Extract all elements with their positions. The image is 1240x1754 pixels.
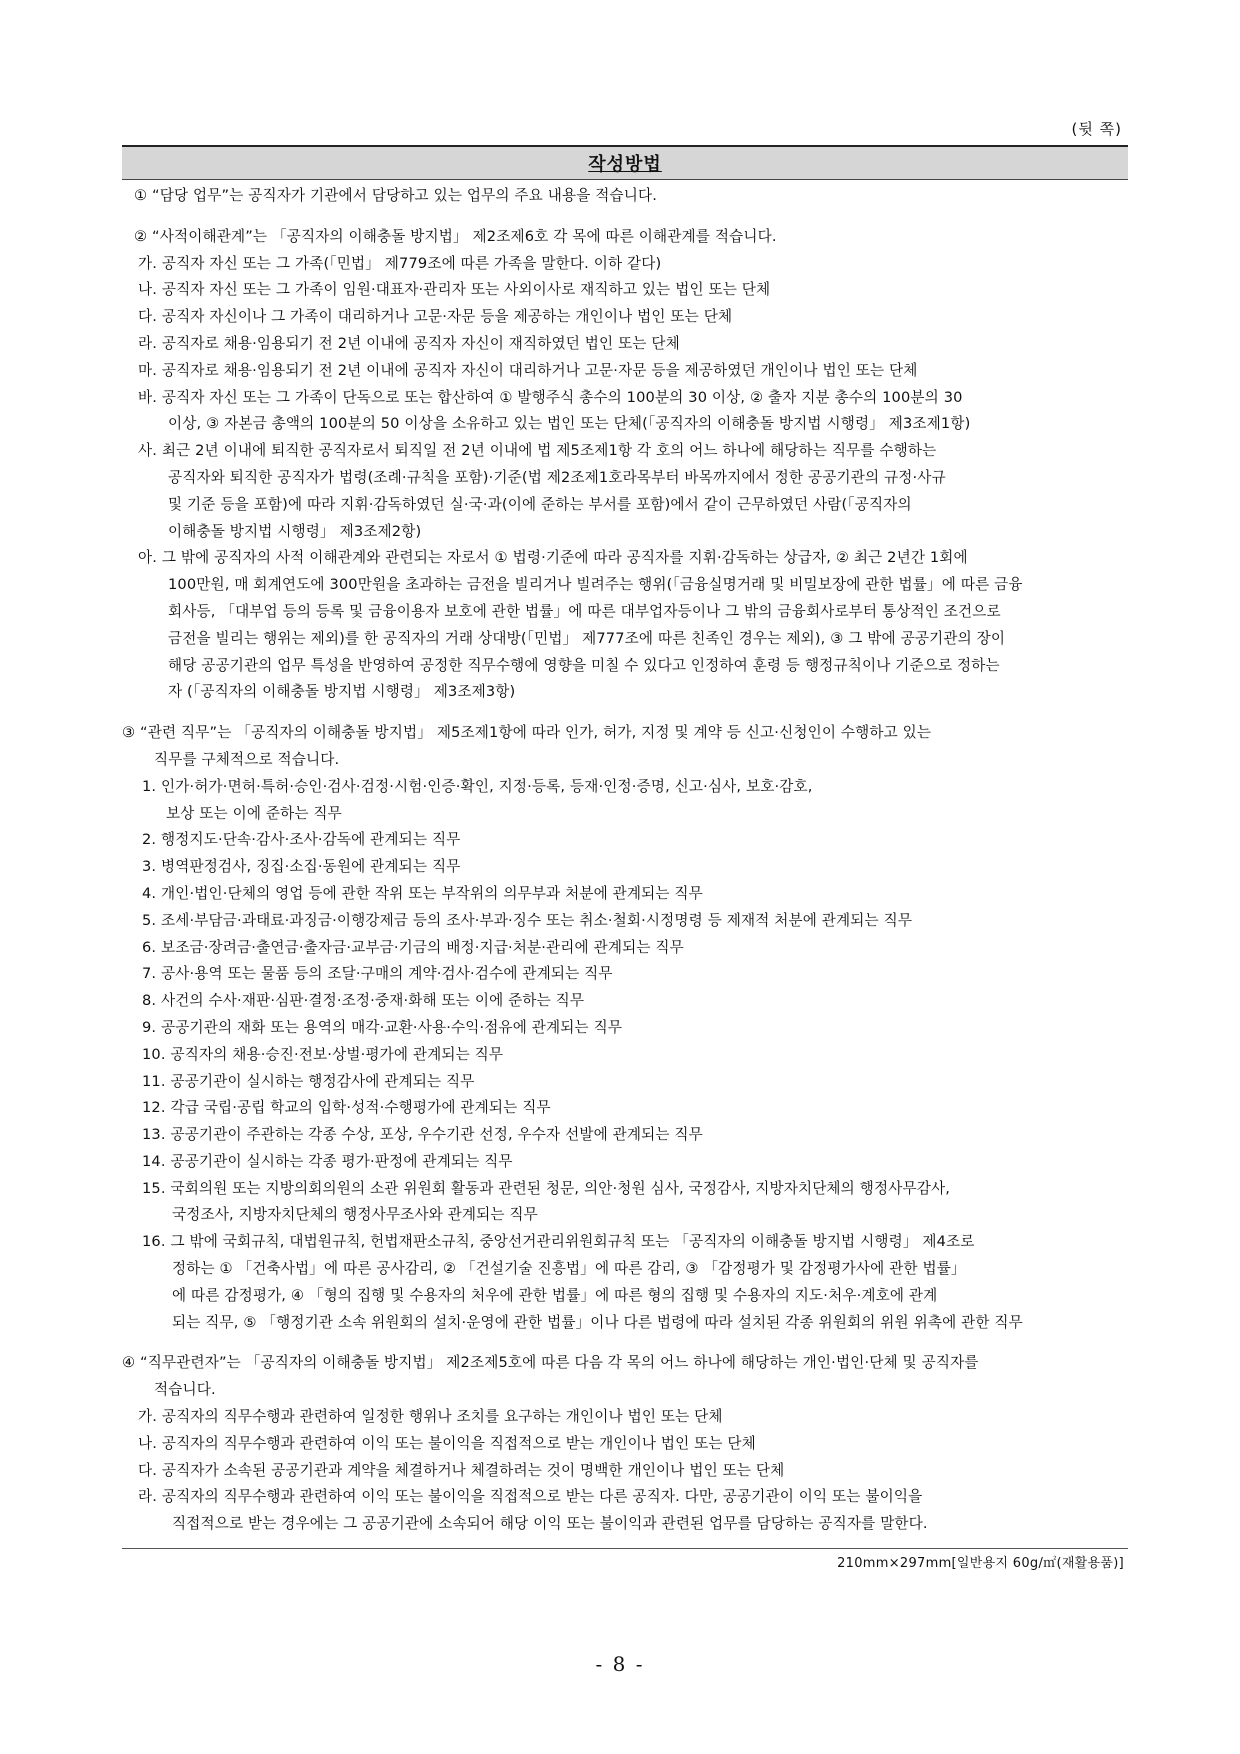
footer-divider: [122, 1548, 1128, 1549]
instruction-line: 사. 최근 2년 이내에 퇴직한 공직자로서 퇴직일 전 2년 이내에 법 제5조제1항 각 호의 어느 하나에 해당하는 직무를 수행하는: [138, 442, 937, 460]
instruction-line: 금전을 빌리는 행위는 제외)를 한 공직자의 거래 상대방(「민법」 제777조에 따른 친족인 경우는 제외), ③ 그 밖에 공공기관의 장이: [168, 629, 1006, 647]
instruction-line: 마. 공직자로 채용·임용되기 전 2년 이내에 공직자 자신이 대리하거나 고문·자문 등을 제공하였던 개인이나 법인 또는 단체: [138, 361, 918, 379]
instruction-line: 14. 공공기관이 실시하는 각종 평가·판정에 관계되는 직무: [142, 1152, 513, 1170]
instruction-line: 나. 공직자 자신 또는 그 가족이 임원·대표자·관리자 또는 사외이사로 재직하고 있는 법인 또는 단체: [138, 281, 771, 299]
instruction-section: [122, 224, 1128, 706]
instruction-line: 국정조사, 지방자치단체의 행정사무조사와 관계되는 직무: [172, 1206, 538, 1224]
instruction-line: 회사등, 「대부업 등의 등록 및 금융이용자 보호에 관한 법률」에 따른 대부업자등이나 그 밖의 금융회사로부터 통상적인 조건으로: [168, 602, 1001, 620]
instruction-section: [122, 720, 1128, 1336]
instruction-line: 가. 공직자의 직무수행과 관련하여 일정한 행위나 조치를 요구하는 개인이나 법인 또는 단체: [138, 1408, 723, 1426]
instruction-line: 공직자와 퇴직한 공직자가 법령(조례·규칙을 포함)·기준(법 제2조제1호라목부터 바목까지에서 정한 공공기관의 규정·사규: [168, 468, 946, 486]
instruction-line: 6. 보조금·장려금·출연금·출자금·교부금·기금의 배정·지급·처분·관리에 관계되는 직무: [142, 938, 684, 956]
instruction-line: 에 따른 감정평가, ④ 「형의 집행 및 수용자의 처우에 관한 법률」에 따른 형의 집행 및 수용자의 지도·처우·계호에 관계: [172, 1286, 938, 1304]
section-gap: [122, 1336, 1128, 1350]
instruction-line: 다. 공직자 자신이나 그 가족이 대리하거나 고문·자문 등을 제공하는 개인이나 법인 또는 단체: [138, 308, 733, 326]
instruction-line: 10. 공직자의 채용·승진·전보·상벌·평가에 관계되는 직무: [142, 1045, 504, 1063]
section-title: 작성방법: [588, 154, 662, 175]
instruction-line: 8. 사건의 수사·재판·심판·결정·조정·중재·화해 또는 이에 준하는 직무: [142, 992, 585, 1010]
instruction-line: 이상, ③ 자본금 총액의 100분의 50 이상을 소유하고 있는 법인 또는 단체(「공직자의 이해충돌 방지법 시행령」 제3조제1항): [168, 415, 971, 433]
instruction-line: 되는 직무, ⑤ 「행정기관 소속 위원회의 설치·운영에 관한 법률」이나 다른 법령에 따라 설치된 각종 위원회의 위원 위촉에 관한 직무: [172, 1313, 1023, 1331]
instruction-line: 바. 공직자 자신 또는 그 가족이 단독으로 또는 합산하여 ① 발행주식 총수의 100분의 30 이상, ② 출자 지분 총수의 100분의 30: [138, 388, 963, 406]
section-gap: [122, 706, 1128, 720]
instruction-line: 정하는 ① 「건축사법」에 따른 공사감리, ② 「건설기술 진흥법」에 따른 감리, ③ 「감정평가 및 감정평가사에 관한 법률」: [172, 1260, 966, 1278]
instruction-line: 16. 그 밖에 국회규칙, 대법원규칙, 헌법재판소규칙, 중앙선거관리위원회규칙 또는 「공직자의 이해충돌 방지법 시행령」 제4조로: [142, 1233, 975, 1251]
instruction-line: 아. 그 밖에 공직자의 사적 이해관계와 관련되는 자로서 ① 법령·기준에 따라 공직자를 지휘·감독하는 상급자, ② 최근 2년간 1회에: [138, 549, 968, 567]
paper-spec: 210mm×297mm[일반용지 60g/㎡(재활용품)]: [837, 1556, 1124, 1571]
instruction-line: 12. 각급 국립·공립 학교의 입학·성적·수행평가에 관계되는 직무: [142, 1099, 551, 1117]
instruction-line: 다. 공직자가 소속된 공공기관과 계약을 체결하거나 체결하려는 것이 명백한 개인이나 법인 또는 단체: [138, 1461, 785, 1479]
instruction-line: ③ “관련 직무”는 「공직자의 이해충돌 방지법」 제5조제1항에 따라 인가, 허가, 지정 및 계약 등 신고·신청인이 수행하고 있는: [122, 724, 932, 742]
instruction-line: 라. 공직자의 직무수행과 관련하여 이익 또는 불이익을 직접적으로 받는 다른 공직자. 다만, 공공기관이 이익 또는 불이익을: [138, 1488, 923, 1506]
instruction-line: 2. 행정지도·단속·감사·조사·감독에 관계되는 직무: [142, 831, 461, 849]
instruction-line: 3. 병역판정검사, 징집·소집·동원에 관계되는 직무: [142, 858, 461, 876]
instructions-body: [122, 183, 1128, 1538]
page-side-label: (뒷 쪽): [1071, 120, 1122, 138]
instruction-line: ② “사적이해관계”는 「공직자의 이해충돌 방지법」 제2조제6호 각 목에 따른 이해관계를 적습니다.: [134, 227, 777, 245]
instruction-line: 4. 개인·법인·단체의 영업 등에 관한 작위 또는 부작위의 의무부과 처분에 관계되는 직무: [142, 884, 703, 902]
instruction-line: 보상 또는 이에 준하는 직무: [166, 804, 342, 822]
page-number: - 8 -: [595, 1652, 645, 1676]
instruction-line: 1. 인가·허가·면허·특허·승인·검사·검정·시험·인증·확인, 지정·등록, 등재·인정·증명, 신고·심사, 보호·감호,: [142, 777, 813, 795]
instruction-line: 라. 공직자로 채용·임용되기 전 2년 이내에 공직자 자신이 재직하였던 법인 또는 단체: [138, 334, 680, 352]
instruction-line: 직접적으로 받는 경우에는 그 공공기관에 소속되어 해당 이익 또는 불이익과 관련된 업무를 담당하는 공직자를 말한다.: [172, 1515, 928, 1533]
instruction-line: 13. 공공기관이 주관하는 각종 수상, 포상, 우수기관 선정, 우수자 선발에 관계되는 직무: [142, 1126, 703, 1144]
instruction-line: 직무를 구체적으로 적습니다.: [154, 750, 340, 768]
instruction-line: 이해충돌 방지법 시행령」 제3조제2항): [168, 522, 422, 540]
section-title-bar: [122, 145, 1128, 180]
instruction-line: 9. 공공기관의 재화 또는 용역의 매각·교환·사용·수익·점유에 관계되는 직무: [142, 1018, 623, 1036]
section-gap: [122, 210, 1128, 224]
instruction-line: 15. 국회의원 또는 지방의회의원의 소관 위원회 활동과 관련된 청문, 의안·청원 심사, 국정감사, 지방자치단체의 행정사무감사,: [142, 1179, 950, 1197]
instruction-line: 적습니다.: [154, 1381, 216, 1399]
instruction-line: 자 (「공직자의 이해충돌 방지법 시행령」 제3조제3항): [168, 683, 516, 701]
instruction-line: 5. 조세·부담금·과태료·과징금·이행강제금 등의 조사·부과·징수 또는 취소·철회·시정명령 등 제재적 처분에 관계되는 직무: [142, 911, 913, 929]
instruction-section: [122, 1350, 1128, 1538]
instruction-line: 11. 공공기관이 실시하는 행정감사에 관계되는 직무: [142, 1072, 475, 1090]
instruction-line: 100만원, 매 회계연도에 300만원을 초과하는 금전을 빌리거나 빌려주는 행위(「금융실명거래 및 비밀보장에 관한 법률」에 따른 금융: [168, 576, 1023, 594]
instruction-line: ④ “직무관련자”는 「공직자의 이해충돌 방지법」 제2조제5호에 따른 다음 각 목의 어느 하나에 해당하는 개인·법인·단체 및 공직자를: [122, 1354, 979, 1372]
instruction-line: 및 기준 등을 포함)에 따라 지휘·감독하였던 실·국·과(이에 준하는 부서를 포함)에서 같이 근무하였던 사람(「공직자의: [168, 495, 912, 513]
instruction-line: 7. 공사·용역 또는 물품 등의 조달·구매의 계약·검사·검수에 관계되는 직무: [142, 965, 613, 983]
instruction-line: 나. 공직자의 직무수행과 관련하여 이익 또는 불이익을 직접적으로 받는 개인이나 법인 또는 단체: [138, 1434, 756, 1452]
instruction-line: ① “담당 업무”는 공직자가 기관에서 담당하고 있는 업무의 주요 내용을 적습니다.: [134, 187, 658, 204]
instruction-line: 해당 공공기관의 업무 특성을 반영하여 공정한 직무수행에 영향을 미칠 수 있다고 인정하여 훈령 등 행정규칙이나 기준으로 정하는: [168, 656, 1000, 674]
instruction-section: [122, 183, 1128, 210]
instruction-line: 가. 공직자 자신 또는 그 가족(「민법」 제779조에 따른 가족을 말한다. 이하 같다): [138, 254, 662, 272]
